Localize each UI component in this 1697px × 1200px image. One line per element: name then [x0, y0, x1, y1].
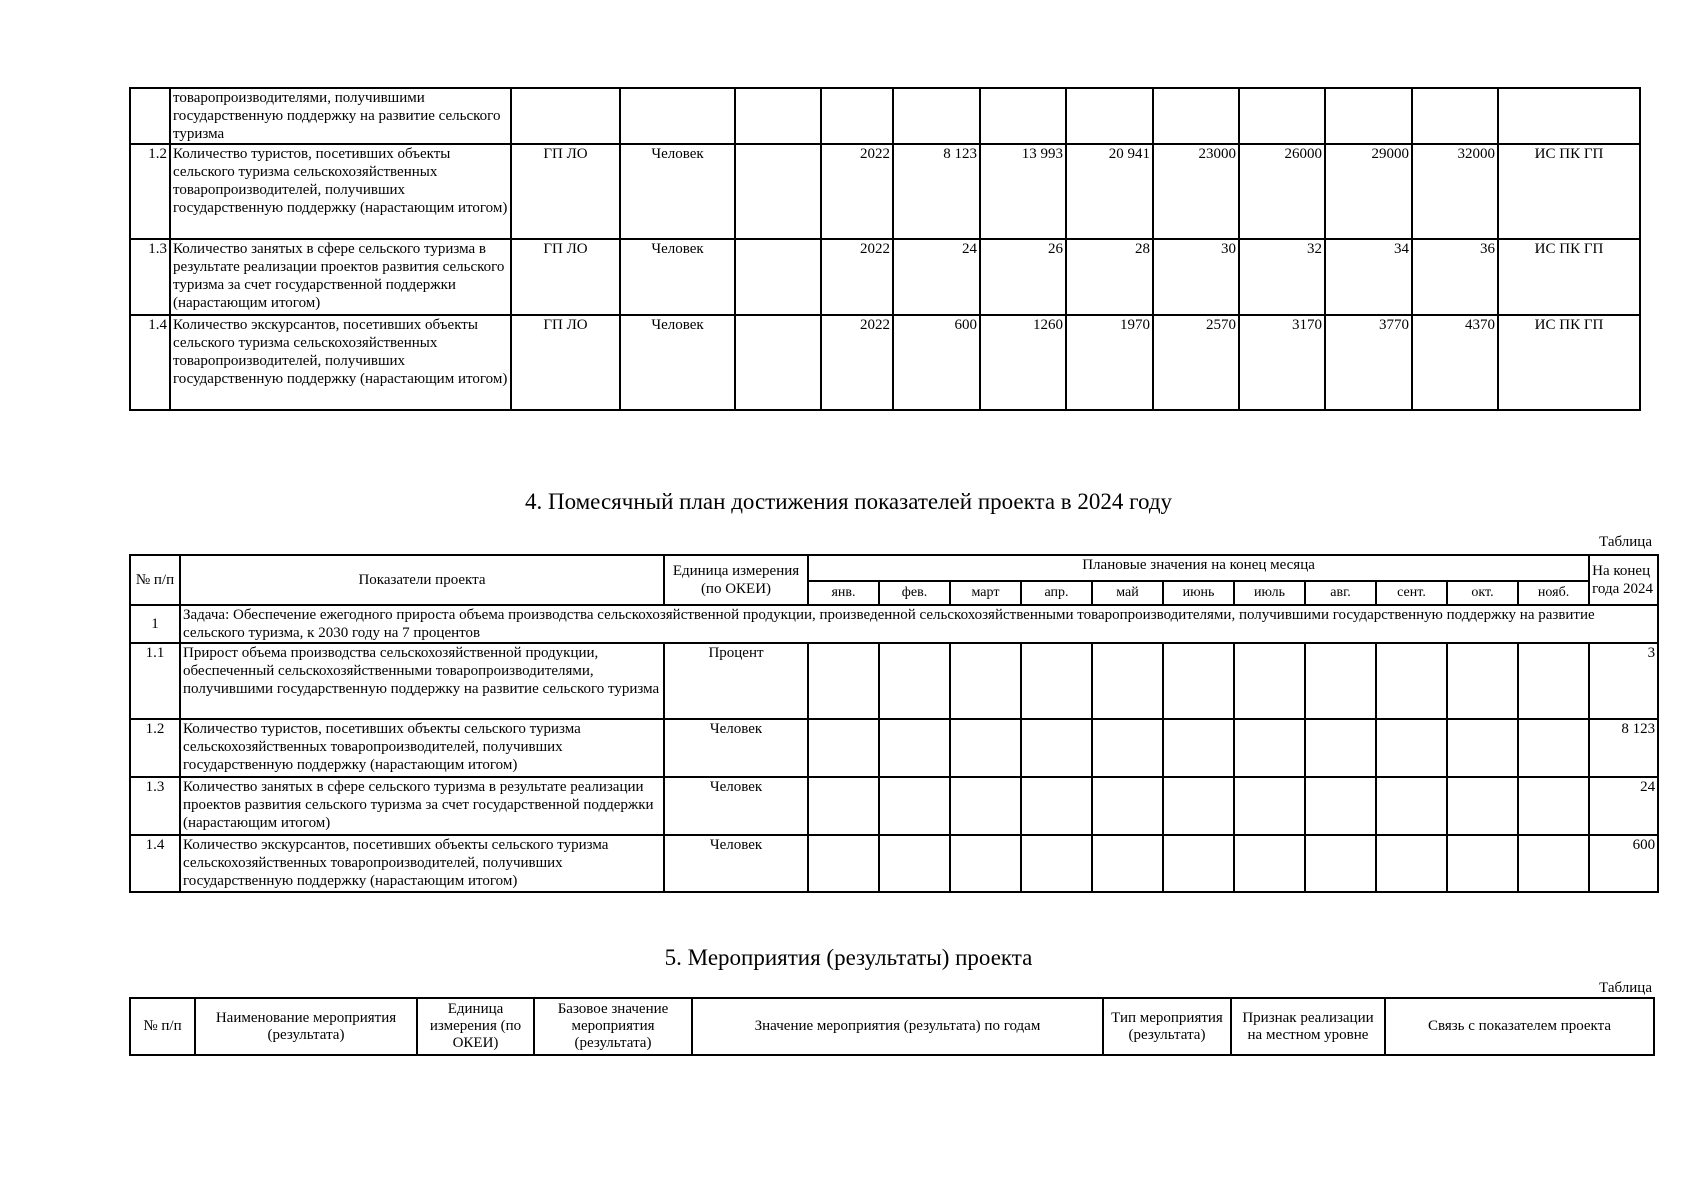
- table-row: [130, 643, 1658, 719]
- value: 1260: [980, 315, 1066, 410]
- indicator-name: Количество экскурсантов, посетивших объекты сельского туризма сельскохозяйственных товаропроизводителей, получивших государственную поддержку (нарастающим итогом): [170, 315, 511, 410]
- unit: Процент: [664, 643, 808, 719]
- year-end-value: 24: [1589, 777, 1658, 835]
- header-unit: Единица измерения (по ОКЕИ): [664, 555, 808, 605]
- value: [980, 88, 1066, 144]
- header-local-level: Признак реализации на местном уровне: [1231, 998, 1385, 1055]
- value: 23000: [1153, 144, 1239, 239]
- value: 29000: [1325, 144, 1412, 239]
- month-value: [1447, 835, 1518, 892]
- table-row: [130, 719, 1658, 777]
- value: [1066, 88, 1153, 144]
- value: 3170: [1239, 315, 1325, 410]
- month-value: [1163, 777, 1234, 835]
- section-5-title: 5. Мероприятия (результаты) проекта: [664, 945, 1033, 970]
- row-num: 1.4: [130, 835, 180, 892]
- month-value: [1518, 835, 1589, 892]
- header-values-by-year: Значение мероприятия (результата) по годам: [692, 998, 1103, 1055]
- level: ГП ЛО: [511, 239, 620, 315]
- month-value: [1447, 719, 1518, 777]
- header-num: № п/п: [130, 555, 180, 605]
- indicator-name: Количество туристов, посетивших объекты сельского туризма сельскохозяйственных товаропроизводителей, получивших государственную поддержку (нарастающим итогом): [170, 144, 511, 239]
- month-value: [1376, 777, 1447, 835]
- value: [1239, 88, 1325, 144]
- month-value: [1092, 835, 1163, 892]
- task-text: Задача: Обеспечение ежегодного прироста объема производства сельскохозяйственной продукции, произведенной сельскохозяйственными товаропроизводителями, получившими государственную поддержку на развитие сельского туризма, к 2030 году на 7 процентов: [180, 605, 1658, 643]
- value: 2570: [1153, 315, 1239, 410]
- row-num: 1.4: [130, 315, 170, 410]
- base-value: 600: [893, 315, 980, 410]
- year-end-value: 8 123: [1589, 719, 1658, 777]
- month-value: [1234, 719, 1305, 777]
- month-value: [1518, 719, 1589, 777]
- info-system: ИС ПК ГП: [1498, 315, 1640, 410]
- header-num: № п/п: [130, 998, 195, 1055]
- indicator-name: Количество туристов, посетивших объекты сельского туризма сельскохозяйственных товаропроизводителей, получивших государственную поддержку (нарастающим итогом): [180, 719, 664, 777]
- header-activity-type: Тип мероприятия (результата): [1103, 998, 1231, 1055]
- unit: [620, 88, 735, 144]
- month-value: [1518, 643, 1589, 719]
- table-row: [130, 835, 1658, 892]
- value: [1325, 88, 1412, 144]
- base-year: 2022: [821, 144, 893, 239]
- row-num: 1.1: [130, 643, 180, 719]
- empty-cell: [735, 88, 821, 144]
- base-value: [893, 88, 980, 144]
- section-5-table-label: Таблица: [1599, 980, 1652, 996]
- year-end-value: 3: [1589, 643, 1658, 719]
- month-value: [1447, 643, 1518, 719]
- value: 28: [1066, 239, 1153, 315]
- indicator-name: Количество занятых в сфере сельского туризма в результате реализации проектов развития сельского туризма за счет государственной поддержки (нарастающим итогом): [180, 777, 664, 835]
- base-year: 2022: [821, 239, 893, 315]
- month-value: [1376, 719, 1447, 777]
- section-4-table-label: Таблица: [1599, 534, 1652, 550]
- month-value: [950, 643, 1021, 719]
- header-base-value: Базовое значение мероприятия (результата): [534, 998, 692, 1055]
- level: ГП ЛО: [511, 315, 620, 410]
- indicator-name: Прирост объема производства сельскохозяйственной продукции, обеспеченный сельскохозяйственными товаропроизводителями, получившими государственную поддержку на развитие сельского туризма: [180, 643, 664, 719]
- base-year: 2022: [821, 315, 893, 410]
- month-value: [1092, 719, 1163, 777]
- row-num: 1.3: [130, 777, 180, 835]
- month-header: март: [950, 581, 1021, 605]
- month-value: [950, 719, 1021, 777]
- month-value: [879, 777, 950, 835]
- month-value: [1234, 643, 1305, 719]
- month-value: [1021, 777, 1092, 835]
- indicator-name: Количество занятых в сфере сельского туризма в результате реализации проектов развития сельского туризма за счет государственной поддержки (нарастающим итогом): [170, 239, 511, 315]
- unit: Человек: [620, 144, 735, 239]
- month-value: [1163, 719, 1234, 777]
- row-num: [130, 88, 170, 144]
- monthly-plan-table: [129, 554, 1659, 893]
- month-value: [1163, 643, 1234, 719]
- month-value: [950, 835, 1021, 892]
- month-value: [1305, 643, 1376, 719]
- month-header: июнь: [1163, 581, 1234, 605]
- month-header: апр.: [1021, 581, 1092, 605]
- month-value: [1163, 835, 1234, 892]
- month-header: фев.: [879, 581, 950, 605]
- month-value: [1518, 777, 1589, 835]
- month-value: [1376, 835, 1447, 892]
- info-system: ИС ПК ГП: [1498, 144, 1640, 239]
- value: [1153, 88, 1239, 144]
- indicator-name: Количество экскурсантов, посетивших объекты сельского туризма сельскохозяйственных товаропроизводителей, получивших государственную поддержку (нарастающим итогом): [180, 835, 664, 892]
- month-value: [1305, 777, 1376, 835]
- task-num: 1: [130, 605, 180, 643]
- header-indicator: Показатели проекта: [180, 555, 664, 605]
- table-row: [130, 777, 1658, 835]
- header-year-end: На конец года 2024: [1589, 555, 1658, 605]
- month-value: [950, 777, 1021, 835]
- header-activity-name: Наименование мероприятия (результата): [195, 998, 417, 1055]
- value: 26000: [1239, 144, 1325, 239]
- unit: Человек: [664, 835, 808, 892]
- unit: Человек: [620, 315, 735, 410]
- month-header: июль: [1234, 581, 1305, 605]
- empty-cell: [735, 144, 821, 239]
- row-num: 1.2: [130, 719, 180, 777]
- empty-cell: [735, 315, 821, 410]
- header-planned: Плановые значения на конец месяца: [808, 555, 1589, 581]
- base-value: 8 123: [893, 144, 980, 239]
- unit: Человек: [620, 239, 735, 315]
- month-header: окт.: [1447, 581, 1518, 605]
- month-value: [808, 777, 879, 835]
- base-value: 24: [893, 239, 980, 315]
- month-value: [1447, 777, 1518, 835]
- indicators-table-continued: [129, 87, 1641, 411]
- month-value: [879, 643, 950, 719]
- month-value: [1092, 643, 1163, 719]
- month-header: сент.: [1376, 581, 1447, 605]
- indicator-name: товаропроизводителями, получившими государственную поддержку на развитие сельского туризма: [170, 88, 511, 144]
- month-value: [1234, 835, 1305, 892]
- value: 36: [1412, 239, 1498, 315]
- month-header: май: [1092, 581, 1163, 605]
- unit: Человек: [664, 777, 808, 835]
- month-value: [1234, 777, 1305, 835]
- month-value: [879, 719, 950, 777]
- month-header: нояб.: [1518, 581, 1589, 605]
- month-header: авг.: [1305, 581, 1376, 605]
- value: 26: [980, 239, 1066, 315]
- value: 13 993: [980, 144, 1066, 239]
- year-end-value: 600: [1589, 835, 1658, 892]
- row-num: 1.2: [130, 144, 170, 239]
- header-indicator-link: Связь с показателем проекта: [1385, 998, 1654, 1055]
- table-row: [130, 315, 1640, 410]
- level: ГП ЛО: [511, 144, 620, 239]
- table-row: [130, 144, 1640, 239]
- info-system: ИС ПК ГП: [1498, 239, 1640, 315]
- header-unit: Единица измерения (по ОКЕИ): [417, 998, 534, 1055]
- value: 34: [1325, 239, 1412, 315]
- month-value: [1376, 643, 1447, 719]
- value: 20 941: [1066, 144, 1153, 239]
- task-row: [130, 605, 1658, 643]
- unit: Человек: [664, 719, 808, 777]
- row-num: 1.3: [130, 239, 170, 315]
- table-row: [130, 239, 1640, 315]
- month-value: [1021, 835, 1092, 892]
- empty-cell: [735, 239, 821, 315]
- value: 1970: [1066, 315, 1153, 410]
- info-system: [1498, 88, 1640, 144]
- month-value: [808, 835, 879, 892]
- table-row: [130, 88, 1640, 144]
- month-header: янв.: [808, 581, 879, 605]
- section-4-title: 4. Помесячный план достижения показателей проекта в 2024 году: [524, 489, 1173, 514]
- value: 4370: [1412, 315, 1498, 410]
- month-value: [1092, 777, 1163, 835]
- month-value: [808, 719, 879, 777]
- value: [1412, 88, 1498, 144]
- base-year: [821, 88, 893, 144]
- value: 30: [1153, 239, 1239, 315]
- activities-table: [129, 997, 1655, 1056]
- month-value: [1305, 719, 1376, 777]
- month-value: [808, 643, 879, 719]
- value: 3770: [1325, 315, 1412, 410]
- value: 32: [1239, 239, 1325, 315]
- month-value: [879, 835, 950, 892]
- value: 32000: [1412, 144, 1498, 239]
- month-value: [1021, 719, 1092, 777]
- month-value: [1021, 643, 1092, 719]
- level: [511, 88, 620, 144]
- month-value: [1305, 835, 1376, 892]
